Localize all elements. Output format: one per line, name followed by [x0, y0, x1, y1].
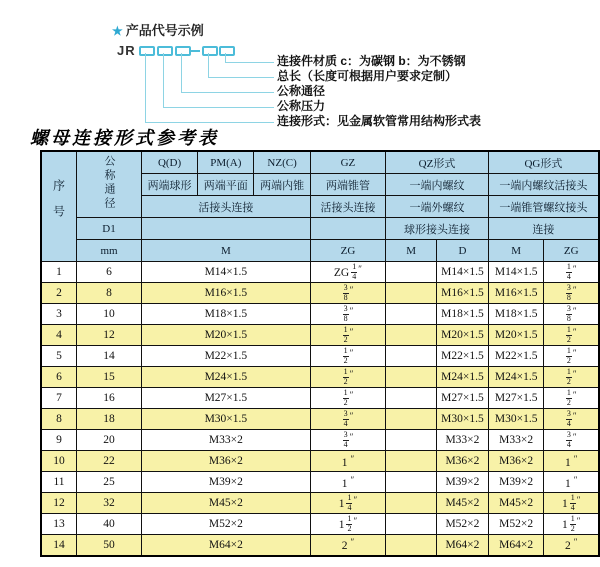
cell-qz-m: [386, 430, 437, 451]
cell-dn: 20: [77, 430, 142, 451]
cell-dn: 12: [77, 325, 142, 346]
cell-qg-zg: $\frac{1}{2}$ ″: [544, 388, 599, 409]
cell-qz-d: M14×1.5: [437, 262, 489, 283]
table-row: [41, 493, 599, 514]
header-qz-m: M: [386, 240, 437, 262]
cell-qg-zg: $\frac{1}{2}$ ″: [544, 325, 599, 346]
header-sub-nz: 两端内锥: [254, 174, 310, 196]
cell-qz-d: M45×2: [437, 493, 489, 514]
table-row: [41, 472, 599, 493]
table-row: [41, 283, 599, 304]
nut-connection-table: [40, 150, 600, 557]
cell-qz-m: [386, 262, 437, 283]
header-sub-qg: 一端内螺纹活接头: [488, 174, 599, 196]
product-code-heading-text: 产品代号示例: [125, 23, 204, 38]
cell-dn: 25: [77, 472, 142, 493]
header-m: M: [142, 240, 311, 262]
diagram-label-connection: 连接形式：见金属软管常用结构形式表: [277, 114, 482, 128]
cell-dn: 8: [77, 283, 142, 304]
header-qz-external: 一端外螺纹: [386, 196, 489, 218]
cell-dn: 40: [77, 514, 142, 535]
cell-qz-m: [386, 514, 437, 535]
header-sub-pm: 两端平面: [198, 174, 254, 196]
cell-serial: 4: [41, 325, 77, 346]
cell-qg-zg: 1 $\frac{1}{2}$ ″: [544, 514, 599, 535]
cell-thread-m: M39×2: [142, 472, 311, 493]
cell-qz-m: [386, 451, 437, 472]
cell-qg-zg: $\frac{1}{4}$ ″: [544, 262, 599, 283]
cell-qz-d: M33×2: [437, 430, 489, 451]
cell-qg-zg: 2 ″: [544, 535, 599, 556]
cell-qz-m: [386, 367, 437, 388]
table-row: [41, 367, 599, 388]
cell-zg-size: 1 ″: [310, 451, 385, 472]
cell-zg-size: $\frac{1}{2}$ ″: [310, 367, 385, 388]
cell-qz-m: [386, 325, 437, 346]
cell-qg-zg: $\frac{1}{2}$ ″: [544, 367, 599, 388]
cell-thread-m: M22×1.5: [142, 346, 311, 367]
cell-serial: 12: [41, 493, 77, 514]
table-row: [41, 409, 599, 430]
cell-qg-m: M45×2: [488, 493, 544, 514]
cell-serial: 10: [41, 451, 77, 472]
cell-serial: 1: [41, 262, 77, 283]
cell-qz-d: M24×1.5: [437, 367, 489, 388]
cell-qz-d: M30×1.5: [437, 409, 489, 430]
star-icon: ★: [112, 24, 123, 38]
cell-serial: 8: [41, 409, 77, 430]
table-title: 螺母连接形式参考表: [30, 128, 219, 148]
cell-zg-size: $\frac{3}{4}$ ″: [310, 409, 385, 430]
cell-qz-d: M22×1.5: [437, 346, 489, 367]
cell-serial: 13: [41, 514, 77, 535]
cell-serial: 2: [41, 283, 77, 304]
cell-qg-m: M64×2: [488, 535, 544, 556]
cell-qz-m: [386, 472, 437, 493]
cell-qz-d: M36×2: [437, 451, 489, 472]
cell-dn: 15: [77, 367, 142, 388]
header-qz-d: D: [437, 240, 489, 262]
cell-serial: 6: [41, 367, 77, 388]
cell-qg-zg: $\frac{3}{8}$ ″: [544, 283, 599, 304]
cell-qz-m: [386, 535, 437, 556]
cell-qz-m: [386, 388, 437, 409]
cell-qz-d: M52×2: [437, 514, 489, 535]
cell-qg-zg: 1 ″: [544, 451, 599, 472]
cell-qg-zg: $\frac{3}{4}$ ″: [544, 430, 599, 451]
table-row: [41, 451, 599, 472]
table-row: [41, 388, 599, 409]
cell-thread-m: M64×2: [142, 535, 311, 556]
cell-qg-m: M16×1.5: [488, 283, 544, 304]
header-qg-taper: 一端锥管螺纹接头: [488, 196, 599, 218]
cell-qz-d: M27×1.5: [437, 388, 489, 409]
cell-thread-m: M30×1.5: [142, 409, 311, 430]
cell-zg-size: 1 $\frac{1}{2}$ ″: [310, 514, 385, 535]
cell-serial: 14: [41, 535, 77, 556]
cell-dn: 16: [77, 388, 142, 409]
header-type-q: Q(D): [142, 151, 198, 174]
cell-qg-m: M18×1.5: [488, 304, 544, 325]
header-row-4: [41, 218, 599, 240]
cell-serial: 5: [41, 346, 77, 367]
cell-zg-size: $\frac{1}{2}$ ″: [310, 325, 385, 346]
table-row: [41, 430, 599, 451]
header-type-qg: QG形式: [488, 151, 599, 174]
cell-qg-m: M20×1.5: [488, 325, 544, 346]
header-d1: D1: [77, 218, 142, 240]
cell-dn: 6: [77, 262, 142, 283]
cell-zg-size: 1 ″: [310, 472, 385, 493]
code-prefix: JR: [117, 43, 136, 58]
cell-qg-zg: $\frac{3}{8}$ ″: [544, 304, 599, 325]
cell-qg-m: M14×1.5: [488, 262, 544, 283]
header-conn-gz: 活接头连接: [310, 196, 385, 218]
cell-zg-size: 2 ″: [310, 535, 385, 556]
cell-qg-zg: 1 $\frac{1}{4}$ ″: [544, 493, 599, 514]
cell-qg-m: M27×1.5: [488, 388, 544, 409]
diagram-label-diameter: 公称通径: [277, 84, 326, 98]
cell-qg-m: M33×2: [488, 430, 544, 451]
cell-dn: 50: [77, 535, 142, 556]
table-row: [41, 535, 599, 556]
cell-zg-size: $\frac{3}{4}$ ″: [310, 430, 385, 451]
cell-qg-m: M52×2: [488, 514, 544, 535]
cell-qg-m: M30×1.5: [488, 409, 544, 430]
cell-dn: 22: [77, 451, 142, 472]
cell-thread-m: M24×1.5: [142, 367, 311, 388]
table-body: [41, 262, 599, 556]
diagram-label-length: 总长（长度可根据用户要求定制）: [277, 69, 458, 83]
header-qg-zg: ZG: [544, 240, 599, 262]
header-serial: 序号: [41, 151, 77, 262]
table-row: [41, 514, 599, 535]
cell-thread-m: M52×2: [142, 514, 311, 535]
cell-zg-size: $\frac{1}{2}$ ″: [310, 346, 385, 367]
code-dash: [191, 50, 200, 52]
header-zg: ZG: [310, 240, 385, 262]
cell-qg-m: M24×1.5: [488, 367, 544, 388]
cell-qz-d: M64×2: [437, 535, 489, 556]
cell-zg-size: $\frac{3}{8}$ ″: [310, 304, 385, 325]
cell-zg-size: 1 $\frac{1}{4}$ ″: [310, 493, 385, 514]
cell-dn: 14: [77, 346, 142, 367]
cell-qg-m: M39×2: [488, 472, 544, 493]
cell-qz-m: [386, 346, 437, 367]
cell-thread-m: M33×2: [142, 430, 311, 451]
diagram-label-pressure: 公称压力: [277, 99, 326, 113]
header-type-pm: PM(A): [198, 151, 254, 174]
cell-serial: 11: [41, 472, 77, 493]
header-row-1: [41, 151, 599, 174]
header-sub-gz: 两端锥管: [310, 174, 385, 196]
callout-line-5: [145, 53, 274, 123]
diagram-label-material: 连接件材质 c：为碳钢 b：为不锈钢: [277, 54, 466, 68]
cell-qg-m: M36×2: [488, 451, 544, 472]
header-sub-qz: 一端内螺纹: [386, 174, 489, 196]
cell-dn: 10: [77, 304, 142, 325]
cell-thread-m: M27×1.5: [142, 388, 311, 409]
cell-qz-m: [386, 283, 437, 304]
header-type-nz: NZ(C): [254, 151, 310, 174]
cell-thread-m: M18×1.5: [142, 304, 311, 325]
header-type-qz: QZ形式: [386, 151, 489, 174]
cell-serial: 7: [41, 388, 77, 409]
header-type-gz: GZ: [310, 151, 385, 174]
cell-qg-zg: $\frac{1}{2}$ ″: [544, 346, 599, 367]
cell-thread-m: M16×1.5: [142, 283, 311, 304]
product-code-heading: [112, 20, 204, 39]
cell-thread-m: M14×1.5: [142, 262, 311, 283]
cell-thread-m: M20×1.5: [142, 325, 311, 346]
cell-qz-d: M18×1.5: [437, 304, 489, 325]
header-sub-q: 两端球形: [142, 174, 198, 196]
cell-qz-m: [386, 304, 437, 325]
cell-serial: 3: [41, 304, 77, 325]
cell-qg-m: M22×1.5: [488, 346, 544, 367]
cell-qz-d: M39×2: [437, 472, 489, 493]
table-row: [41, 304, 599, 325]
cell-qz-m: [386, 493, 437, 514]
cell-qg-zg: $\frac{3}{4}$ ″: [544, 409, 599, 430]
cell-thread-m: M36×2: [142, 451, 311, 472]
cell-serial: 9: [41, 430, 77, 451]
cell-qz-m: [386, 409, 437, 430]
header-empty-1: [142, 218, 311, 240]
table-row: [41, 325, 599, 346]
header-unit: mm: [77, 240, 142, 262]
cell-zg-size: $\frac{1}{2}$ ″: [310, 388, 385, 409]
cell-qz-d: M16×1.5: [437, 283, 489, 304]
cell-dn: 18: [77, 409, 142, 430]
header-qg-m: M: [488, 240, 544, 262]
header-qz-ball-conn: 球形接头连接: [386, 218, 489, 240]
header-qg-conn: 连接: [488, 218, 599, 240]
table-row: [41, 262, 599, 283]
cell-qz-d: M20×1.5: [437, 325, 489, 346]
cell-dn: 32: [77, 493, 142, 514]
header-conn-qpmnz: 活接头连接: [142, 196, 311, 218]
cell-zg-size: ZG $\frac{1}{4}$ ″: [310, 262, 385, 283]
cell-zg-size: $\frac{3}{8}$ ″: [310, 283, 385, 304]
header-empty-2: [310, 218, 385, 240]
table-row: [41, 346, 599, 367]
cell-qg-zg: 1 ″: [544, 472, 599, 493]
cell-thread-m: M45×2: [142, 493, 311, 514]
header-nominal-diameter: 公称通径: [77, 151, 142, 218]
header-row-5: [41, 240, 599, 262]
